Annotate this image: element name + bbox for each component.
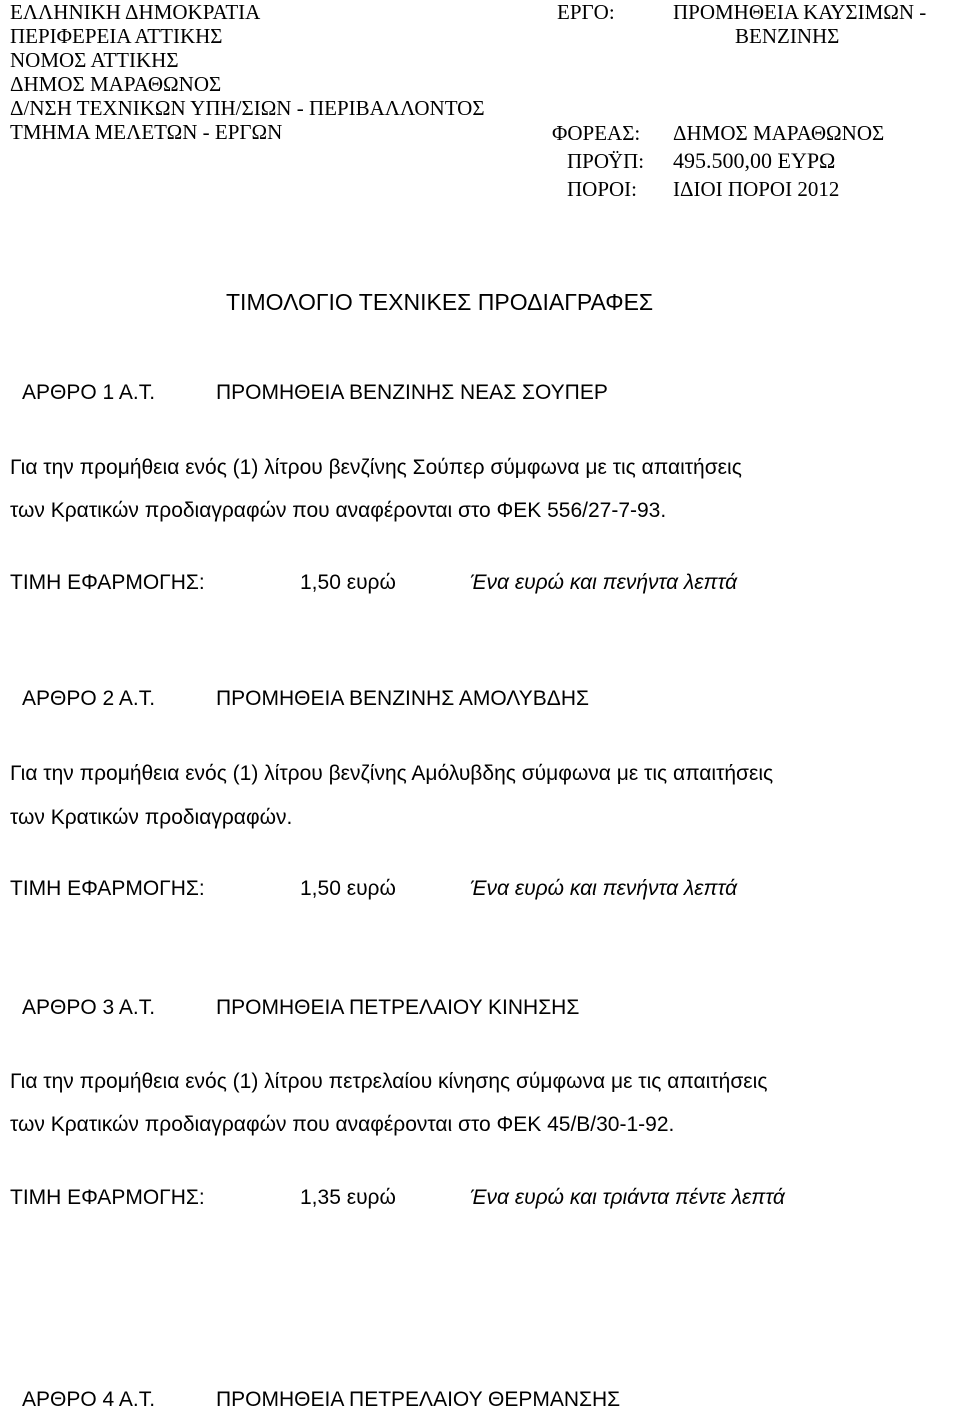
article-3-price-words: Ένα ευρώ και τριάντα πέντε λεπτά <box>470 1186 785 1209</box>
project-label: ΕΡΓΟ: <box>557 0 615 24</box>
agency-value: ΔΗΜΟΣ ΜΑΡΑΘΩΝΟΣ <box>673 121 885 145</box>
article-2-description-line2: των Κρατικών προδιαγραφών. <box>10 806 293 829</box>
article-1-price-words: Ένα ευρώ και πενήντα λεπτά <box>470 571 738 594</box>
header-line-region: ΠΕΡΙΦΕΡΕΙΑ ΑΤΤΙΚΗΣ <box>10 24 223 48</box>
article-3-title: ΠΡΟΜΗΘΕΙΑ ΠΕΤΡΕΛΑΙΟΥ ΚΙΝΗΣΗΣ <box>216 996 580 1019</box>
article-4-title: ΠΡΟΜΗΘΕΙΑ ΠΕΤΡΕΛΑΙΟΥ ΘΕΡΜΑΝΣΗΣ <box>216 1388 621 1411</box>
article-2-price-value: 1,50 ευρώ <box>300 877 396 900</box>
header-line-department: ΤΜΗΜΑ ΜΕΛΕΤΩΝ - ΕΡΓΩΝ <box>10 120 283 144</box>
article-1-price-label: ΤΙΜΗ ΕΦΑΡΜΟΓΗΣ: <box>10 571 205 594</box>
article-2-price-label: ΤΙΜΗ ΕΦΑΡΜΟΓΗΣ: <box>10 877 205 900</box>
article-2-price-words: Ένα ευρώ και πενήντα λεπτά <box>470 877 738 900</box>
resources-value: ΙΔΙΟΙ ΠΟΡΟΙ 2012 <box>673 177 840 201</box>
article-1-number: ΑΡΘΡΟ 1 Α.Τ. <box>22 381 156 404</box>
article-3-description-line1: Για την προμήθεια ενός (1) λίτρου πετρελαίου κίνησης σύμφωνα με τις απαιτήσεις <box>10 1070 768 1093</box>
article-1-title: ΠΡΟΜΗΘΕΙΑ ΒΕΝΖΙΝΗΣ ΝΕΑΣ ΣΟΥΠΕΡ <box>216 381 608 404</box>
article-2-description-line1: Για την προμήθεια ενός (1) λίτρου βενζίνης Αμόλυβδης σύμφωνα με τις απαιτήσεις <box>10 762 774 785</box>
agency-label: ΦΟΡΕΑΣ: <box>552 121 641 145</box>
project-value-line2: ΒΕΝΖΙΝΗΣ <box>735 24 840 48</box>
article-2-number: ΑΡΘΡΟ 2 Α.Τ. <box>22 687 156 710</box>
document-title: ΤΙΜΟΛΟΓΙΟ ΤΕΧΝΙΚΕΣ ΠΡΟΔΙΑΓΡΑΦΕΣ <box>226 289 654 315</box>
article-3-price-label: ΤΙΜΗ ΕΦΑΡΜΟΓΗΣ: <box>10 1186 205 1209</box>
article-3-description-line2: των Κρατικών προδιαγραφών που αναφέρονται στο ΦΕΚ 45/Β/30-1-92. <box>10 1113 675 1136</box>
article-1-price-value: 1,50 ευρώ <box>300 571 396 594</box>
article-4-number: ΑΡΘΡΟ 4 Α.Τ. <box>22 1388 156 1411</box>
header-line-country: ΕΛΛΗΝΙΚΗ ΔΗΜΟΚΡΑΤΙΑ <box>10 0 261 24</box>
budget-value: 495.500,00 ΕΥΡΩ <box>673 148 836 173</box>
resources-label: ΠΟΡΟΙ: <box>567 177 638 201</box>
article-3-price-value: 1,35 ευρώ <box>300 1186 396 1209</box>
article-3-number: ΑΡΘΡΟ 3 Α.Τ. <box>22 996 156 1019</box>
header-line-prefecture: ΝΟΜΟΣ ΑΤΤΙΚΗΣ <box>10 48 179 72</box>
header-line-directorate: Δ/ΝΣΗ ΤΕΧΝΙΚΩΝ ΥΠΗ/ΣΙΩΝ - ΠΕΡΙΒΑΛΛΟΝΤΟΣ <box>10 96 485 120</box>
article-2-title: ΠΡΟΜΗΘΕΙΑ ΒΕΝΖΙΝΗΣ ΑΜΟΛΥΒΔΗΣ <box>216 687 589 710</box>
header-line-municipality: ΔΗΜΟΣ ΜΑΡΑΘΩΝΟΣ <box>10 72 222 96</box>
budget-label: ΠΡΟΫΠ: <box>567 149 645 173</box>
article-1-description-line2: των Κρατικών προδιαγραφών που αναφέρονται στο ΦΕΚ 556/27-7-93. <box>10 499 667 522</box>
project-value-line1: ΠΡΟΜΗΘΕΙΑ ΚΑΥΣΙΜΩΝ - <box>673 0 927 24</box>
article-1-description-line1: Για την προμήθεια ενός (1) λίτρου βενζίνης Σούπερ σύμφωνα με τις απαιτήσεις <box>10 456 742 479</box>
